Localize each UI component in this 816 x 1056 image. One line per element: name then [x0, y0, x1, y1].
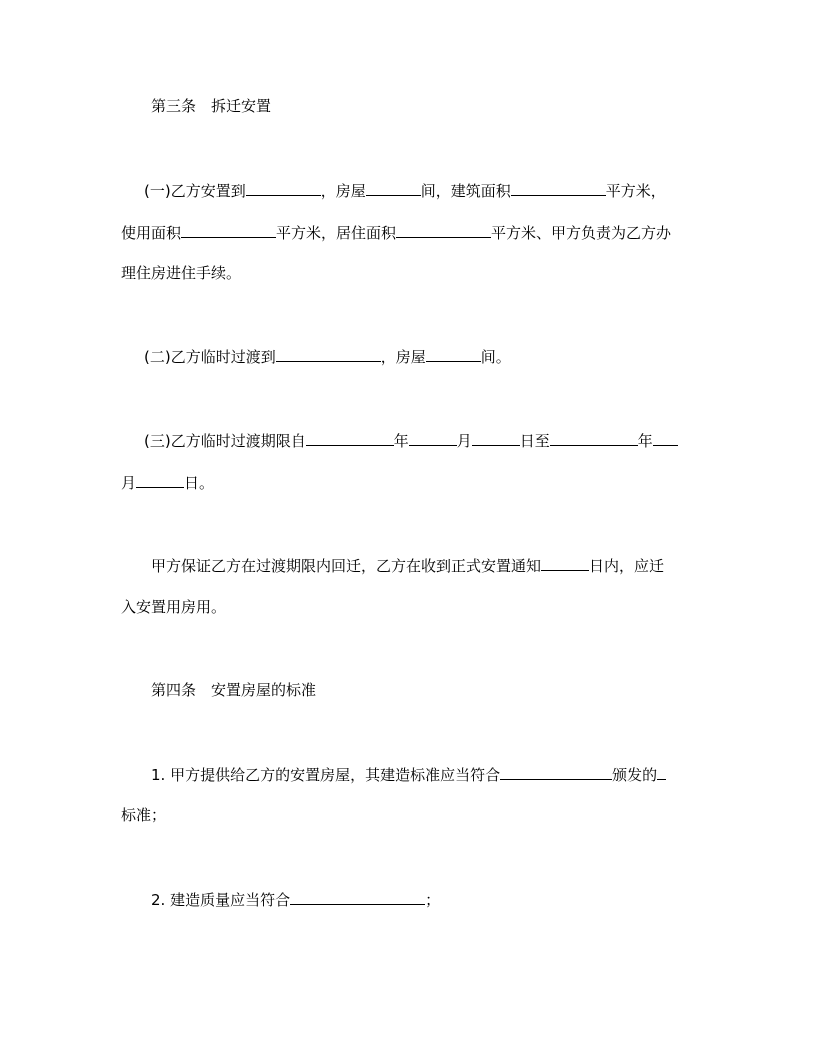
paragraph-2: [144, 346, 511, 366]
temp-location-blank[interactable]: [276, 346, 381, 362]
p1-jian-build: 间，建筑面积: [420, 182, 511, 200]
standard-name-blank-a[interactable]: [657, 764, 666, 780]
item-1-line-1: [151, 764, 666, 784]
paragraph-1-line-2: [121, 222, 671, 242]
p1-sqm-live: 平方米，居住面积: [276, 224, 397, 242]
end-day-blank[interactable]: [136, 472, 184, 488]
end-month-blank-a[interactable]: [653, 430, 678, 446]
start-day-blank[interactable]: [472, 430, 520, 446]
item-1-line-2: [121, 805, 166, 825]
p1-comma-house: ，房屋: [320, 182, 366, 200]
resettle-location-blank[interactable]: [246, 180, 321, 196]
p4-line-2-text: 入安置用房用。: [121, 598, 227, 616]
item-2-text-1: 2. 建造质量应当符合: [151, 891, 291, 909]
paragraph-1-line-1: [144, 180, 666, 200]
start-year-blank[interactable]: [306, 430, 394, 446]
article-3-title: 拆迁安置: [211, 97, 272, 115]
item-1-text-1: 1. 甲方提供给乙方的安置房屋，其建造标准应当符合: [151, 766, 501, 784]
p3-year2: 年: [637, 432, 653, 450]
paragraph-3-line-1: [144, 430, 678, 450]
p3-prefix: (三)乙方临时过渡期限自: [144, 432, 306, 450]
end-year-blank[interactable]: [550, 430, 638, 446]
item-1-line-2-text: 标准；: [121, 806, 167, 824]
p1-line-3-text: 理住房进住手续。: [121, 264, 242, 282]
p2-comma-house: ，房屋: [380, 348, 426, 366]
use-area-blank[interactable]: [181, 222, 276, 238]
p3-month2: 月: [121, 474, 137, 492]
paragraph-3-line-2: [121, 472, 214, 492]
p1-prefix: (一)乙方安置到: [144, 182, 246, 200]
p1-use-area: 使用面积: [121, 224, 182, 242]
living-area-blank[interactable]: [396, 222, 491, 238]
temp-room-count-blank[interactable]: [426, 346, 481, 362]
quality-standard-blank[interactable]: [290, 889, 425, 905]
start-month-blank[interactable]: [409, 430, 457, 446]
p2-jian-end: 间。: [480, 348, 511, 366]
p2-prefix: (二)乙方临时过渡到: [144, 348, 276, 366]
paragraph-1-line-3: [121, 263, 241, 283]
paragraph-4-line-1: [151, 555, 664, 575]
p1-sqm-tail: 平方米、甲方负责为乙方办: [491, 224, 672, 242]
article-4-title: 安置房屋的标准: [211, 681, 317, 699]
item-1-text-2: 颁发的: [612, 766, 658, 784]
p4-text-1: 甲方保证乙方在过渡期限内回迁，乙方在收到正式安置通知: [151, 557, 542, 575]
article-3-heading: [151, 96, 271, 116]
p3-year: 年: [393, 432, 409, 450]
room-count-blank[interactable]: [366, 180, 421, 196]
p3-month: 月: [456, 432, 472, 450]
p3-day-end: 日。: [184, 474, 215, 492]
p1-sqm-line1: 平方米，: [605, 182, 666, 200]
article-4-number: 第四条: [151, 681, 197, 699]
standard-authority-blank[interactable]: [500, 764, 612, 780]
notice-days-blank[interactable]: [541, 555, 589, 571]
p4-text-2: 日内，应迁: [589, 557, 665, 575]
p3-day-to: 日至: [519, 432, 550, 450]
item-2-text-2: ；: [425, 891, 441, 909]
building-area-blank[interactable]: [511, 180, 606, 196]
article-4-heading: [151, 680, 316, 700]
item-2: [151, 889, 440, 909]
article-3-number: 第三条: [151, 97, 197, 115]
paragraph-4-line-2: [121, 597, 226, 617]
